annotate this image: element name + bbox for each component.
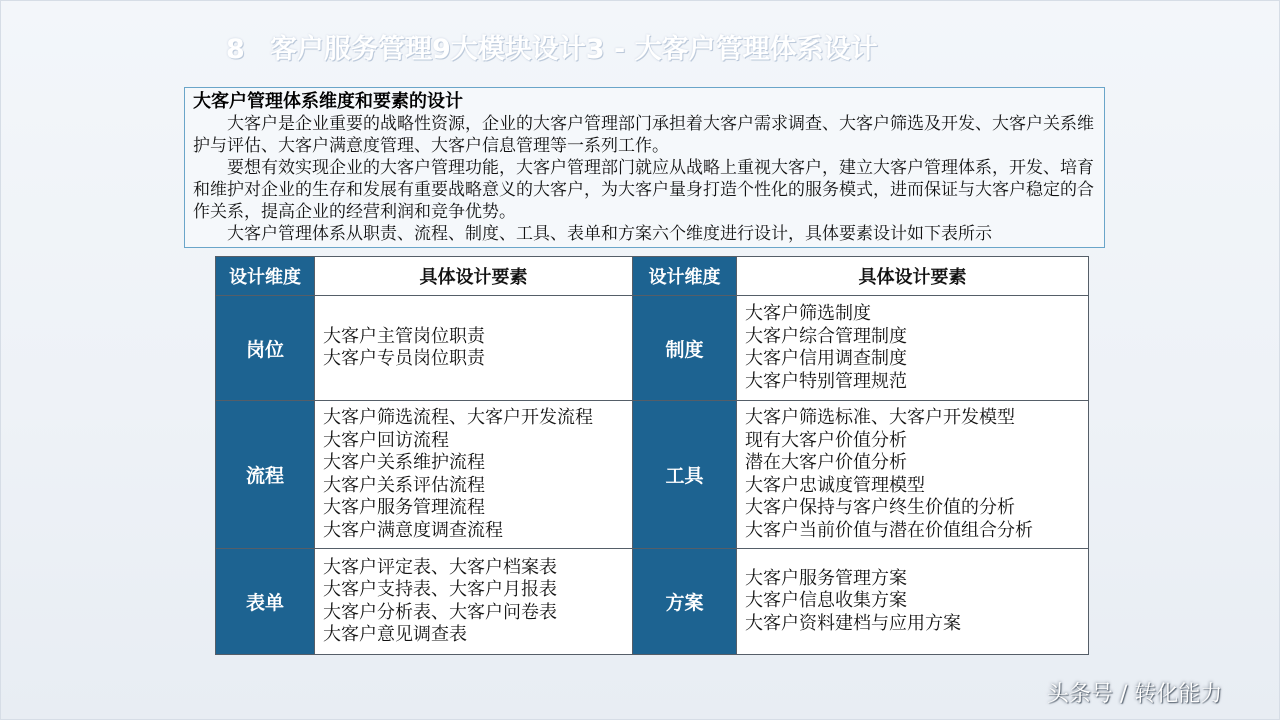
elements-cell: [315, 549, 633, 655]
elements-cell: [315, 401, 633, 549]
element-item: 大客户信息收集方案: [745, 590, 907, 612]
element-item: 大客户关系维护流程: [323, 452, 485, 473]
element-item: 大客户回访流程: [323, 429, 449, 451]
header-dimension-left: 设计维度: [216, 257, 315, 296]
element-item: 大客户信用调查制度: [745, 348, 907, 369]
element-item: 大客户特别管理规范: [745, 370, 907, 392]
elements-cell: [737, 401, 1089, 549]
dimension-cell: 岗位: [216, 296, 315, 401]
dimension-cell: 表单: [216, 549, 315, 655]
slide-title-text: 客户服务管理9大模块设计3 - 大客户管理体系设计: [270, 34, 878, 65]
header-dimension-right: 设计维度: [633, 257, 737, 296]
header-elements-left: 具体设计要素: [315, 257, 633, 296]
element-item: 大客户评定表、大客户档案表: [323, 556, 557, 578]
element-item: 大客户专员岗位职责: [323, 348, 485, 369]
slide-title: [226, 30, 1126, 70]
design-elements-table: [215, 256, 1089, 655]
element-item: 大客户综合管理制度: [745, 325, 907, 347]
element-item: 潜在大客户价值分析: [745, 452, 907, 473]
dimension-cell: 工具: [633, 401, 737, 549]
dimension-cell: 方案: [633, 549, 737, 655]
table-header-row: [216, 257, 1089, 296]
element-item: 大客户忠诚度管理模型: [745, 474, 925, 496]
element-item: 大客户支持表、大客户月报表: [323, 579, 557, 600]
element-item: 大客户保持与客户终生价值的分析: [745, 497, 1015, 518]
dimension-cell: 流程: [216, 401, 315, 549]
element-item: 大客户筛选流程、大客户开发流程: [323, 407, 593, 428]
elements-cell: [737, 549, 1089, 655]
watermark: 头条号 / 转化能力: [1047, 682, 1223, 707]
element-item: 大客户服务管理方案: [745, 567, 907, 589]
intro-box: [184, 87, 1105, 248]
table-row: [216, 401, 1089, 549]
element-item: 大客户筛选标准、大客户开发模型: [745, 407, 1015, 428]
element-item: 现有大客户价值分析: [745, 429, 907, 451]
element-item: 大客户关系评估流程: [323, 474, 485, 496]
element-item: 大客户主管岗位职责: [323, 325, 485, 347]
element-item: 大客户筛选制度: [745, 303, 871, 324]
element-item: 大客户意见调查表: [323, 624, 467, 645]
element-item: 大客户分析表、大客户问卷表: [323, 601, 557, 623]
intro-paragraph-3: 大客户管理体系从职责、流程、制度、工具、表单和方案六个维度进行设计，具体要素设计如下表所示: [227, 224, 992, 244]
table-row: [216, 296, 1089, 401]
elements-cell: [737, 296, 1089, 401]
header-elements-right: 具体设计要素: [737, 257, 1089, 296]
elements-cell: [315, 296, 633, 401]
intro-heading: 大客户管理体系维度和要素的设计: [193, 91, 463, 112]
dimension-cell: 制度: [633, 296, 737, 401]
intro-paragraph-1: 大客户是企业重要的战略性资源，企业的大客户管理部门承担着大客户需求调查、大客户筛选及开发、大客户关系维护与评估、大客户满意度管理、大客户信息管理等一系列工作。: [193, 114, 1094, 156]
element-item: 大客户服务管理流程: [323, 497, 485, 518]
slide-title-number: 8: [226, 34, 245, 65]
intro-paragraph-2: 要想有效实现企业的大客户管理功能，大客户管理部门就应从战略上重视大客户，建立大客户管理体系，开发、培育和维护对企业的生存和发展有重要战略意义的大客户，为大客户量身打造个性化的服务模式，进而保证与大客户稳定的合作关系，提高企业的经营利润和竞争优势。: [193, 158, 1094, 222]
element-item: 大客户资料建档与应用方案: [745, 612, 961, 634]
element-item: 大客户当前价值与潜在价值组合分析: [745, 519, 1033, 541]
table-row: [216, 549, 1089, 655]
element-item: 大客户满意度调查流程: [323, 519, 503, 541]
